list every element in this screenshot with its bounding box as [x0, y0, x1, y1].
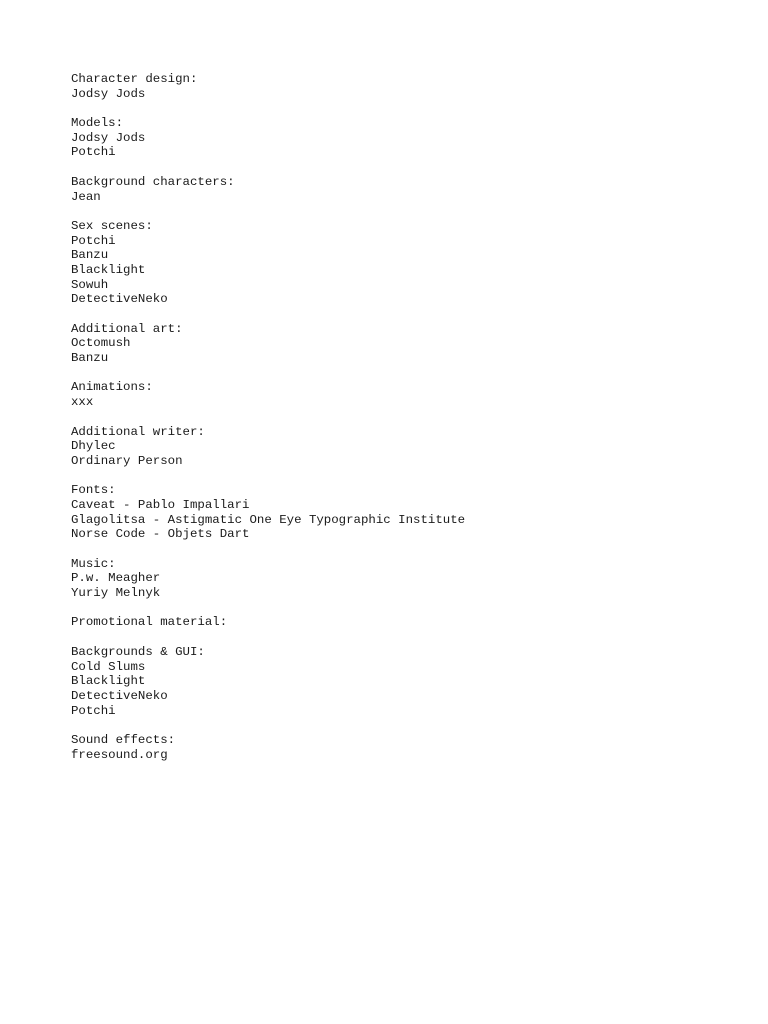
section-heading: Promotional material: — [71, 615, 228, 630]
credit-name: DetectiveNeko — [71, 688, 168, 703]
credit-name: Potchi — [71, 703, 116, 718]
section-heading: Character design: — [71, 72, 198, 86]
credit-name: Banzu — [71, 351, 109, 366]
section-heading: Models: — [71, 116, 124, 131]
credit-name: Jean — [71, 189, 101, 204]
credits-section — [71, 219, 751, 307]
credits-document — [71, 72, 751, 777]
section-heading: Music: — [71, 556, 116, 571]
credit-name: P.w. Meagher — [71, 571, 161, 586]
section-heading: Fonts: — [71, 483, 116, 498]
credits-section — [71, 72, 751, 101]
credit-name: Blacklight — [71, 674, 146, 689]
credit-name: Cold Slums — [71, 659, 146, 674]
credit-name: Banzu — [71, 248, 109, 263]
credit-name: Sowuh — [71, 277, 109, 292]
credit-name: xxx — [71, 395, 94, 410]
credit-name: DetectiveNeko — [71, 292, 168, 307]
credit-name: Glagolitsa - Astigmatic One Eye Typographic Institute — [71, 512, 466, 527]
credit-name: freesound.org — [71, 747, 168, 762]
section-heading: Background characters: — [71, 174, 235, 189]
credit-name: Octomush — [71, 336, 131, 351]
section-heading: Sex scenes: — [71, 218, 153, 233]
credit-name: Blacklight — [71, 262, 146, 277]
credit-name: Potchi — [71, 145, 116, 160]
credits-section — [71, 322, 751, 366]
credit-name: Norse Code - Objets Dart — [71, 527, 250, 542]
credit-name: Ordinary Person — [71, 453, 183, 468]
section-heading: Backgrounds & GUI: — [71, 644, 205, 659]
credit-name: Yuriy Melnyk — [71, 586, 161, 601]
credits-section — [71, 557, 751, 601]
credit-name: Jodsy Jods — [71, 130, 146, 145]
credits-section — [71, 380, 751, 409]
credits-section — [71, 483, 751, 542]
section-heading: Additional art: — [71, 321, 183, 336]
credits-section — [71, 645, 751, 718]
credit-name: Caveat - Pablo Impallari — [71, 497, 250, 512]
section-heading: Sound effects: — [71, 732, 176, 747]
section-heading: Additional writer: — [71, 424, 205, 439]
credits-section — [71, 175, 751, 204]
credit-name: Potchi — [71, 233, 116, 248]
credits-section — [71, 116, 751, 160]
credits-section — [71, 615, 751, 630]
credits-section — [71, 733, 751, 762]
credit-name: Jodsy Jods — [71, 86, 146, 101]
credits-section — [71, 425, 751, 469]
section-heading: Animations: — [71, 380, 153, 395]
credit-name: Dhylec — [71, 439, 116, 454]
